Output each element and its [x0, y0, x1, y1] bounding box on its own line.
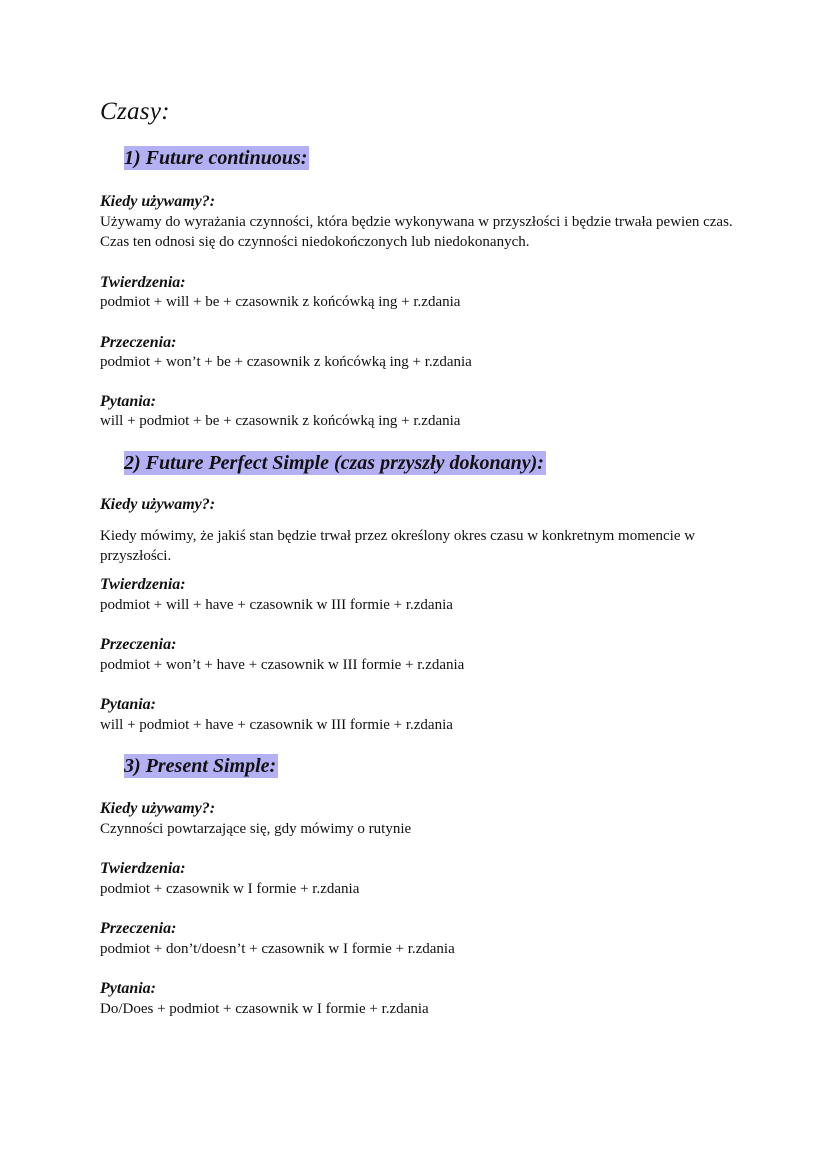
przeczenia-text: podmiot + won’t + have + czasownik w III formie + r.zdania — [100, 657, 465, 673]
section-heading-highlight: 2) Future Perfect Simple (czas przyszły dokonany): — [124, 452, 544, 474]
pytania-label: Pytania: — [100, 980, 156, 997]
twierdzenia-text: podmiot + will + have + czasownik w III formie + r.zdania — [100, 597, 453, 613]
twierdzenia-label: Twierdzenia: — [100, 576, 186, 593]
kiedy-text: Czynności powtarzające się, gdy mówimy o rutynie — [100, 821, 412, 837]
twierdzenia-label: Twierdzenia: — [100, 860, 186, 877]
przeczenia-label: Przeczenia: — [100, 334, 177, 351]
page-title: Czasy: — [100, 98, 170, 125]
twierdzenia-text: podmiot + will + be + czasownik z końcówką ing + r.zdania — [100, 294, 461, 310]
twierdzenia-label: Twierdzenia: — [100, 274, 186, 291]
kiedy-text: Używamy do wyrażania czynności, która będzie wykonywana w przyszłości i będzie trwała pewien czas. Czas ten odnosi się do czynności niedokończonych lub niedokonanych. — [100, 214, 733, 250]
przeczenia-label: Przeczenia: — [100, 636, 177, 653]
kiedy-label: Kiedy używamy?: — [100, 193, 216, 210]
section-heading — [124, 451, 546, 476]
kiedy-label: Kiedy używamy?: — [100, 496, 216, 513]
kiedy-label: Kiedy używamy?: — [100, 800, 216, 817]
twierdzenia-text: podmiot + czasownik w I formie + r.zdania — [100, 881, 360, 897]
przeczenia-text: podmiot + won’t + be + czasownik z końcówką ing + r.zdania — [100, 354, 472, 370]
pytania-text: will + podmiot + be + czasownik z końcówką ing + r.zdania — [100, 413, 461, 429]
pytania-label: Pytania: — [100, 393, 156, 410]
przeczenia-text: podmiot + don’t/doesn’t + czasownik w I formie + r.zdania — [100, 941, 455, 957]
przeczenia-label: Przeczenia: — [100, 920, 177, 937]
pytania-text: Do/Does + podmiot + czasownik w I formie + r.zdania — [100, 1001, 429, 1017]
pytania-label: Pytania: — [100, 696, 156, 713]
section-heading — [124, 146, 309, 171]
section-heading — [124, 754, 278, 779]
kiedy-text: Kiedy mówimy, że jakiś stan będzie trwał przez określony okres czasu w konkretnym momencie w przyszłości. — [100, 528, 696, 564]
section-heading-highlight: 1) Future continuous: — [124, 147, 308, 169]
section-heading-highlight: 3) Present Simple: — [124, 755, 277, 777]
pytania-text: will + podmiot + have + czasownik w III formie + r.zdania — [100, 717, 453, 733]
